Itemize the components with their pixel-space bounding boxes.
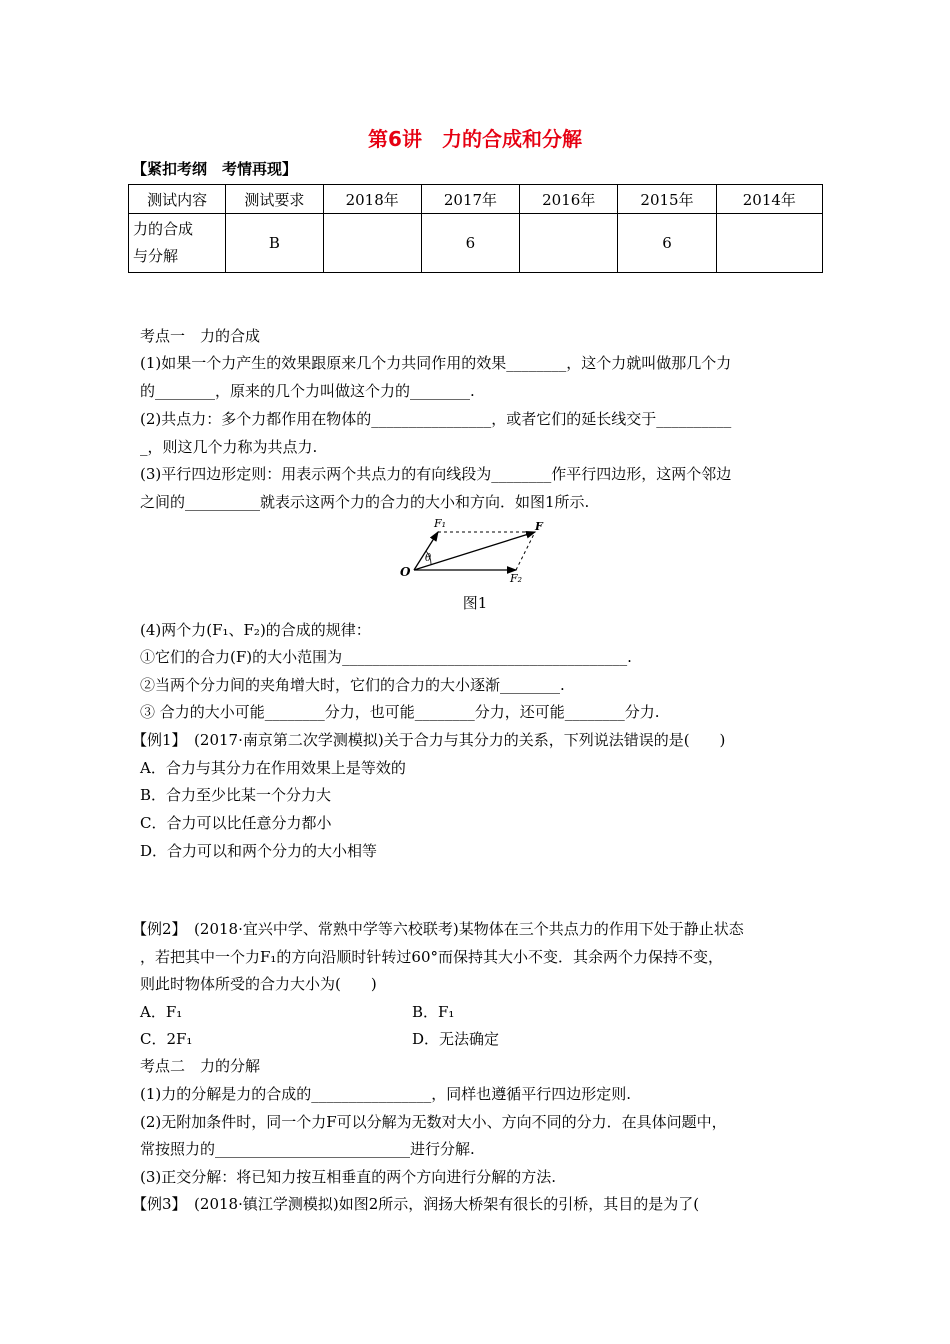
- table-header-row: [129, 185, 823, 214]
- kp2-line: (3)正交分解：将已知力按互相垂直的两个方向进行分解的方法.: [140, 1168, 557, 1186]
- kp1-line: _，则这几个力称为共点力.: [140, 438, 318, 456]
- kp1-line: ①它们的合力(F)的大小范围为______________________________________.: [140, 648, 632, 666]
- table-header-cell: 2018年: [323, 185, 421, 214]
- figure-caption: 图1: [462, 594, 488, 612]
- example-1-option-c: C．合力可以比任意分力都小: [140, 814, 332, 832]
- table-cell: B: [226, 214, 323, 273]
- example-1-stem: 【例1】 (2017·南京第二次学测模拟)关于合力与其分力的关系，下列说法错误的是( ): [132, 731, 726, 749]
- kp2-line: (1)力的分解是力的合成的________________，同样也遵循平行四边形定则.: [140, 1085, 632, 1103]
- table-header-cell: 测试内容: [129, 185, 226, 214]
- kp1-line: (4)两个力(F₁、F₂)的合成的规律：: [140, 621, 371, 639]
- label-f: F: [535, 520, 543, 533]
- example-1-option-d: D．合力可以和两个分力的大小相等: [140, 842, 378, 860]
- table-cell: [716, 214, 822, 273]
- section-header: 【紧扣考纲 考情再现】: [132, 160, 298, 178]
- kp1-line: 之间的__________就表示这两个力的合力的大小和方向．如图1所示.: [140, 493, 590, 511]
- topic-line-1: 力的合成: [133, 220, 194, 238]
- label-f2: F₂: [510, 572, 523, 585]
- syllabus-table: [128, 184, 823, 273]
- kp1-line: (3)平行四边形定则：用表示两个共点力的有向线段为________作平行四边形，这两个邻边: [140, 465, 732, 483]
- example-2-option-d: D．无法确定: [412, 1030, 500, 1048]
- page-title: 第6讲 力的合成和分解: [368, 127, 582, 151]
- example-2-stem: ，若把其中一个力F₁的方向沿顺时针转过60°而保持其大小不变．其余两个力保持不变，: [140, 948, 724, 966]
- table-cell: [323, 214, 421, 273]
- label-f1: F₁: [434, 517, 447, 530]
- example-1-option-a: A．合力与其分力在作用效果上是等效的: [140, 759, 406, 777]
- table-cell: 6: [421, 214, 519, 273]
- table-header-cell: 2017年: [421, 185, 519, 214]
- example-3-stem: 【例3】 (2018·镇江学测模拟)如图2所示，润扬大桥架有很长的引桥，其目的是为了(: [132, 1195, 700, 1213]
- table-header-cell: 2014年: [716, 185, 822, 214]
- example-2-stem: 则此时物体所受的合力大小为( ): [140, 975, 377, 993]
- resultant-vector: [414, 532, 535, 570]
- kp1-line: ②当两个分力间的夹角增大时，它们的合力的大小逐渐________.: [140, 676, 565, 694]
- example-2-option-b: B．F₁: [412, 1003, 455, 1021]
- table-header-cell: 测试要求: [226, 185, 323, 214]
- label-o: O: [400, 565, 411, 579]
- kp1-title: 考点一 力的合成: [140, 327, 261, 345]
- example-1-option-b: B．合力至少比某一个分力大: [140, 786, 332, 804]
- parallelogram-figure: [398, 516, 558, 586]
- kp1-line: (1)如果一个力产生的效果跟原来几个力共同作用的效果________，这个力就叫做那几个力: [140, 354, 732, 372]
- example-2-option-a: A．F₁: [140, 1003, 183, 1021]
- example-2-stem: 【例2】 (2018·宜兴中学、常熟中学等六校联考)某物体在三个共点力的作用下处于静止状态: [132, 920, 744, 938]
- table-row: [129, 214, 823, 273]
- kp1-line: (2)共点力：多个力都作用在物体的________________，或者它们的延长线交于__________: [140, 410, 732, 428]
- table-cell: 6: [618, 214, 716, 273]
- example-2-option-c: C．2F₁: [140, 1030, 193, 1048]
- kp1-line: ③ 合力的大小可能________分力，也可能________分力，还可能________分力.: [140, 703, 660, 721]
- kp2-line: 常按照力的__________________________进行分解.: [140, 1140, 475, 1158]
- kp2-line: (2)无附加条件时，同一个力F可以分解为无数对大小、方向不同的分力．在具体问题中，: [140, 1113, 727, 1131]
- topic-line-2: 与分解: [133, 247, 179, 265]
- table-header-cell: 2015年: [618, 185, 716, 214]
- kp2-title: 考点二 力的分解: [140, 1057, 261, 1075]
- table-cell: [520, 214, 618, 273]
- table-header-cell: 2016年: [520, 185, 618, 214]
- label-theta: θ: [425, 553, 432, 564]
- kp1-line: 的________，原来的几个力叫做这个力的________.: [140, 382, 475, 400]
- table-topic-cell: [129, 214, 226, 273]
